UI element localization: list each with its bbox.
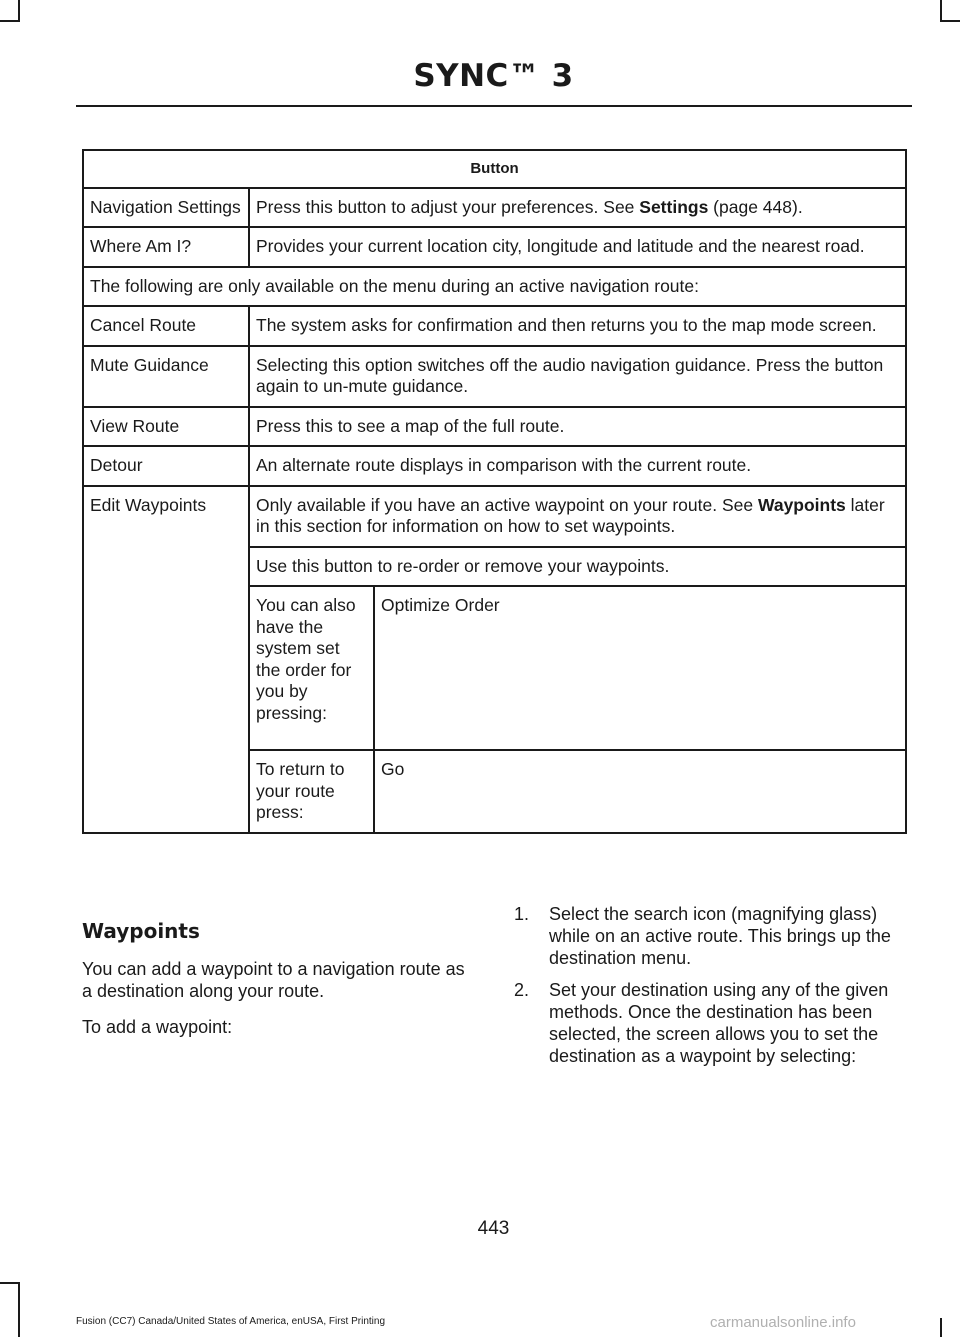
step-text: Set your destination using any of the given methods. Once the destination has been selected, the screen allows you to set the destination as a waypoint by selecting:: [549, 980, 889, 1066]
step-number: 2.: [514, 980, 530, 1000]
footer-text: Fusion (CC7) Canada/United States of America, enUSA, First Printing: [76, 1316, 386, 1327]
table-row: [83, 227, 906, 267]
step-text: Select the search icon (magnifying glass) while on an active route. This brings up the destination menu.: [549, 904, 891, 968]
active-route-note: The following are only available on the menu during an active navigation route:: [83, 267, 906, 307]
row-description: Selecting this option switches off the audio navigation guidance. Press the button again to un-mute guidance.: [249, 346, 906, 407]
desc-text: (page 448).: [708, 196, 803, 217]
row-description: The system asks for confirmation and then returns you to the map mode screen.: [249, 306, 906, 346]
step-number: 1.: [514, 904, 530, 924]
sub-prompt: You can also have the system set the order for you by pressing:: [249, 586, 374, 750]
desc-text: Only available if you have an active waypoint on your route. See: [256, 494, 758, 515]
section-heading: Waypoints: [82, 919, 200, 943]
row-description: An alternate route displays in comparison with the current route.: [249, 446, 906, 486]
crop-mark-bottom-left-v: [18, 1282, 20, 1337]
optimize-order-value: Optimize Order: [374, 586, 906, 750]
row-label: View Route: [83, 407, 249, 447]
crop-mark-top-left-h: [0, 20, 20, 22]
row-label: Where Am I?: [83, 227, 249, 267]
row-label: Navigation Settings: [83, 188, 249, 228]
waypoints-link[interactable]: Waypoints: [757, 494, 846, 515]
table-row: [83, 188, 906, 228]
page-title: SYNC™ 3: [413, 58, 574, 94]
watermark: carmanualsonline.info: [710, 1314, 856, 1331]
desc-text: later in this section for information on how to set waypoints.: [256, 494, 885, 536]
row-description: Use this button to re-order or remove your waypoints.: [249, 547, 906, 587]
settings-link[interactable]: Settings: [639, 196, 709, 217]
row-description: [249, 486, 906, 547]
row-label: Detour: [83, 446, 249, 486]
row-label: Edit Waypoints: [83, 486, 249, 833]
table-row: [83, 267, 906, 307]
list-item: [514, 979, 899, 1067]
table-row: [83, 446, 906, 486]
row-description: Provides your current location city, longitude and latitude and the nearest road.: [249, 227, 906, 267]
table-row: [83, 346, 906, 407]
page-number: 443: [477, 1218, 510, 1239]
crop-mark-bottom-left-h: [0, 1282, 20, 1284]
header-divider: [76, 105, 912, 107]
right-column: [514, 903, 899, 1077]
row-description: Press this to see a map of the full route.: [249, 407, 906, 447]
sub-prompt: To return to your route press:: [249, 750, 374, 833]
crop-mark-bottom-right-v: [940, 1318, 942, 1337]
crop-mark-top-left-v: [18, 0, 20, 22]
desc-text: Press this button to adjust your preferences. See: [256, 196, 640, 217]
paragraph: You can add a waypoint to a navigation route as a destination along your route.: [82, 959, 465, 1001]
button-table: [82, 149, 907, 834]
crop-mark-top-right-v: [940, 0, 942, 22]
left-column: [82, 920, 467, 1052]
paragraph: To add a waypoint:: [82, 1017, 233, 1037]
table-header-cell: Button: [83, 150, 906, 188]
row-label: Cancel Route: [83, 306, 249, 346]
table-row: [83, 306, 906, 346]
list-item: [514, 903, 899, 969]
go-value: Go: [374, 750, 906, 833]
crop-mark-top-right-h: [940, 20, 960, 22]
row-label: Mute Guidance: [83, 346, 249, 407]
row-description: [249, 188, 906, 228]
table-header-row: [83, 150, 906, 188]
table-row: [83, 407, 906, 447]
table-row: [83, 486, 906, 547]
